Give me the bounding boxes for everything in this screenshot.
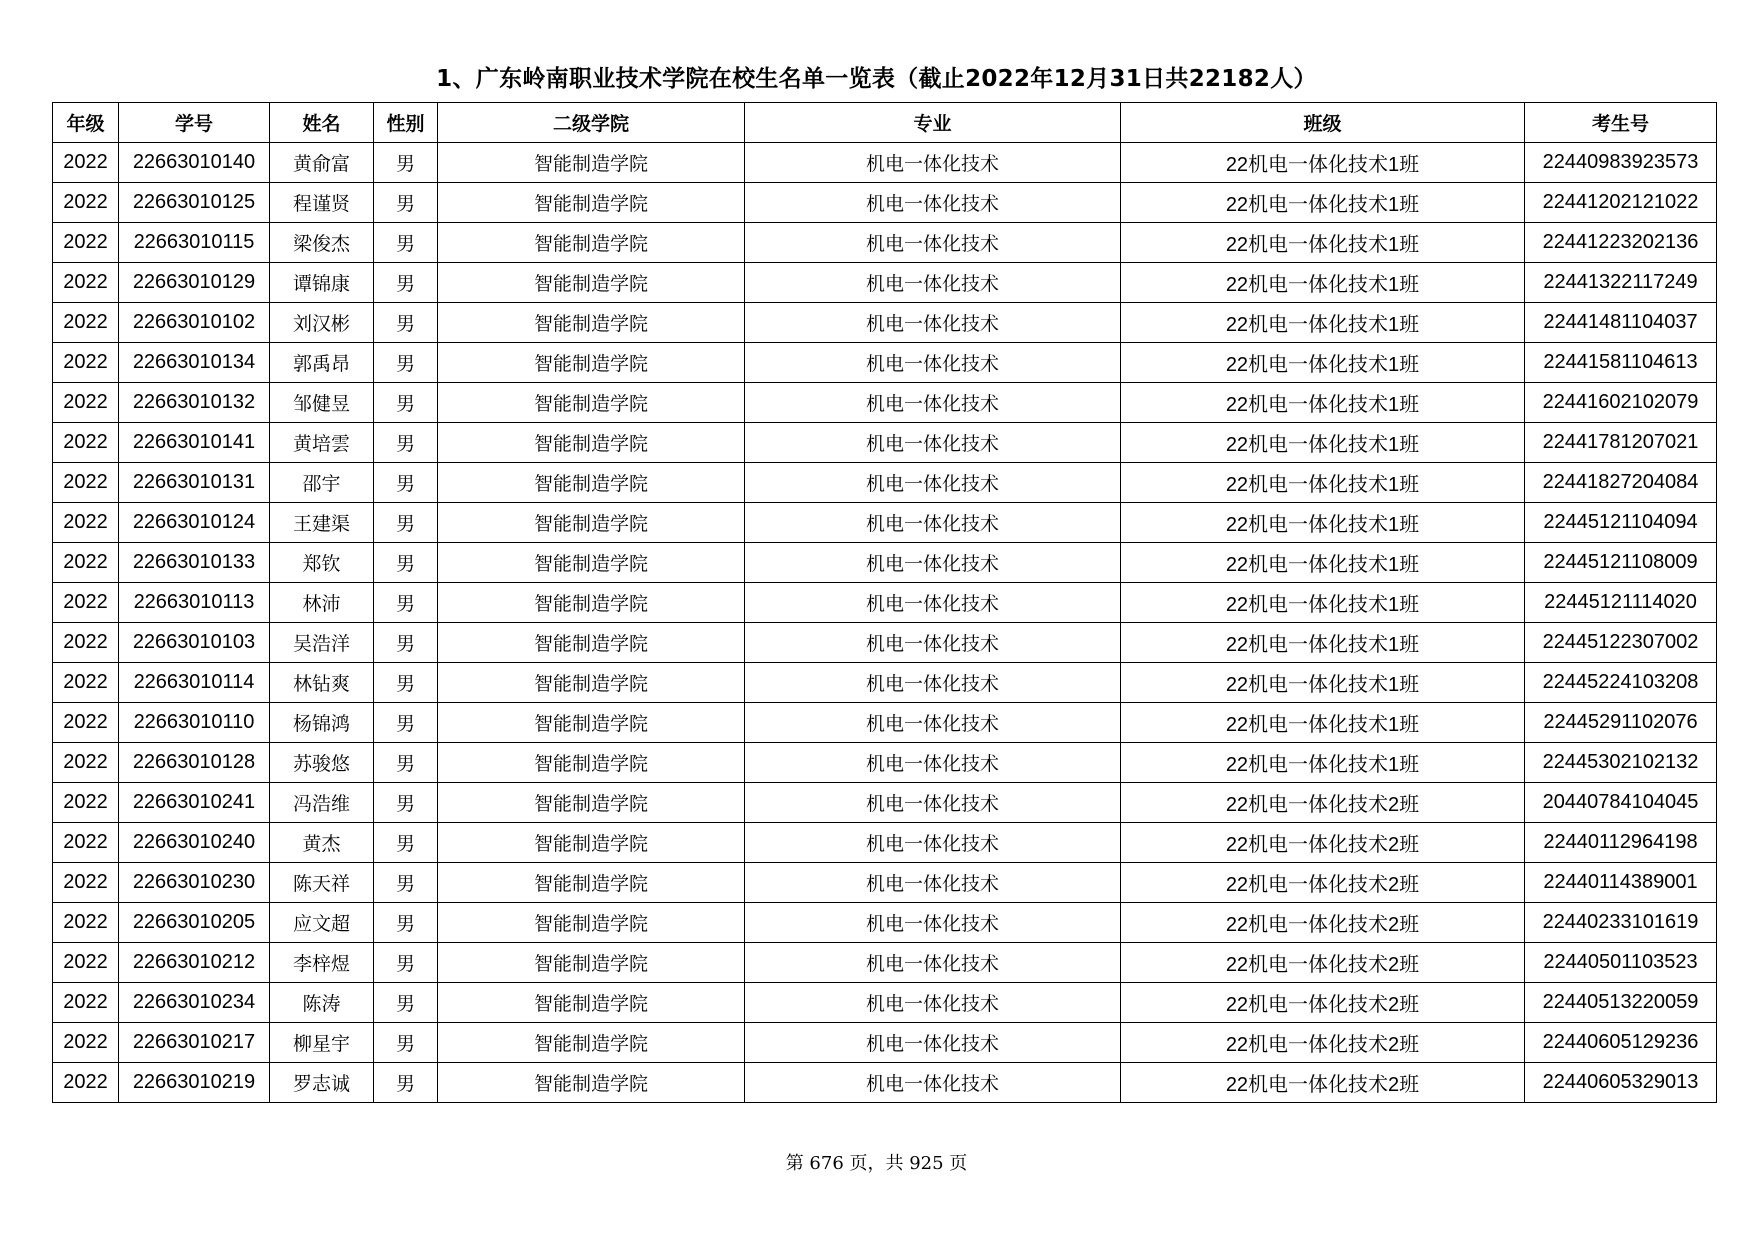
grade-cell: 2022	[53, 263, 119, 303]
grade-cell: 2022	[53, 423, 119, 463]
exam-number-cell: 22441202121022	[1525, 183, 1717, 223]
name-cell: 苏骏悠	[270, 743, 374, 783]
table-row	[53, 223, 1717, 263]
name-cell: 黄杰	[270, 823, 374, 863]
table-row	[53, 663, 1717, 703]
exam-number-cell: 22445302102132	[1525, 743, 1717, 783]
college-cell: 智能制造学院	[438, 383, 745, 423]
college-cell: 智能制造学院	[438, 863, 745, 903]
major-cell: 机电一体化技术	[745, 663, 1121, 703]
table-row	[53, 823, 1717, 863]
name-cell: 刘汉彬	[270, 303, 374, 343]
class-cell: 22机电一体化技术1班	[1121, 583, 1525, 623]
student-id-cell: 22663010217	[119, 1023, 270, 1063]
college-cell: 智能制造学院	[438, 743, 745, 783]
grade-cell: 2022	[53, 863, 119, 903]
exam-number-cell: 22440513220059	[1525, 983, 1717, 1023]
gender-cell: 男	[374, 863, 438, 903]
major-cell: 机电一体化技术	[745, 303, 1121, 343]
class-cell: 22机电一体化技术1班	[1121, 503, 1525, 543]
gender-cell: 男	[374, 543, 438, 583]
table-row	[53, 263, 1717, 303]
major-cell: 机电一体化技术	[745, 983, 1121, 1023]
table-body	[53, 143, 1717, 1103]
table-row	[53, 783, 1717, 823]
gender-cell: 男	[374, 343, 438, 383]
table-row	[53, 303, 1717, 343]
name-cell: 谭锦康	[270, 263, 374, 303]
table-row	[53, 863, 1717, 903]
college-cell: 智能制造学院	[438, 183, 745, 223]
exam-number-cell: 22440501103523	[1525, 943, 1717, 983]
name-cell: 柳星宇	[270, 1023, 374, 1063]
gender-cell: 男	[374, 263, 438, 303]
major-cell: 机电一体化技术	[745, 543, 1121, 583]
name-cell: 冯浩维	[270, 783, 374, 823]
exam-number-cell: 22441481104037	[1525, 303, 1717, 343]
major-cell: 机电一体化技术	[745, 943, 1121, 983]
major-cell: 机电一体化技术	[745, 383, 1121, 423]
student-id-cell: 22663010102	[119, 303, 270, 343]
header-college: 二级学院	[438, 103, 745, 143]
table-row	[53, 343, 1717, 383]
student-id-cell: 22663010124	[119, 503, 270, 543]
college-cell: 智能制造学院	[438, 423, 745, 463]
gender-cell: 男	[374, 583, 438, 623]
class-cell: 22机电一体化技术2班	[1121, 1063, 1525, 1103]
college-cell: 智能制造学院	[438, 1023, 745, 1063]
table-row	[53, 543, 1717, 583]
college-cell: 智能制造学院	[438, 543, 745, 583]
gender-cell: 男	[374, 183, 438, 223]
class-cell: 22机电一体化技术2班	[1121, 783, 1525, 823]
name-cell: 邹健昱	[270, 383, 374, 423]
college-cell: 智能制造学院	[438, 983, 745, 1023]
class-cell: 22机电一体化技术2班	[1121, 863, 1525, 903]
table-row	[53, 943, 1717, 983]
table-row	[53, 183, 1717, 223]
class-cell: 22机电一体化技术1班	[1121, 743, 1525, 783]
exam-number-cell: 22440114389001	[1525, 863, 1717, 903]
major-cell: 机电一体化技术	[745, 703, 1121, 743]
grade-cell: 2022	[53, 463, 119, 503]
gender-cell: 男	[374, 903, 438, 943]
class-cell: 22机电一体化技术1班	[1121, 303, 1525, 343]
student-id-cell: 22663010240	[119, 823, 270, 863]
college-cell: 智能制造学院	[438, 623, 745, 663]
student-id-cell: 22663010230	[119, 863, 270, 903]
class-cell: 22机电一体化技术1班	[1121, 623, 1525, 663]
student-id-cell: 22663010141	[119, 423, 270, 463]
major-cell: 机电一体化技术	[745, 423, 1121, 463]
header-grade: 年级	[53, 103, 119, 143]
gender-cell: 男	[374, 623, 438, 663]
name-cell: 黄俞富	[270, 143, 374, 183]
college-cell: 智能制造学院	[438, 223, 745, 263]
student-id-cell: 22663010128	[119, 743, 270, 783]
table-row	[53, 703, 1717, 743]
student-id-cell: 22663010132	[119, 383, 270, 423]
student-id-cell: 22663010205	[119, 903, 270, 943]
header-student-id: 学号	[119, 103, 270, 143]
major-cell: 机电一体化技术	[745, 863, 1121, 903]
gender-cell: 男	[374, 503, 438, 543]
major-cell: 机电一体化技术	[745, 1023, 1121, 1063]
student-id-cell: 22663010234	[119, 983, 270, 1023]
page-footer: 第 676 页，共 925 页	[785, 1153, 968, 1174]
gender-cell: 男	[374, 143, 438, 183]
table-header-row	[53, 103, 1717, 143]
student-id-cell: 22663010241	[119, 783, 270, 823]
college-cell: 智能制造学院	[438, 903, 745, 943]
table-row	[53, 383, 1717, 423]
grade-cell: 2022	[53, 663, 119, 703]
exam-number-cell: 22440605129236	[1525, 1023, 1717, 1063]
gender-cell: 男	[374, 303, 438, 343]
table-row	[53, 743, 1717, 783]
header-gender: 性别	[374, 103, 438, 143]
exam-number-cell: 22445121108009	[1525, 543, 1717, 583]
student-table	[52, 102, 1717, 1103]
exam-number-cell: 20440784104045	[1525, 783, 1717, 823]
student-id-cell: 22663010114	[119, 663, 270, 703]
college-cell: 智能制造学院	[438, 823, 745, 863]
exam-number-cell: 22441781207021	[1525, 423, 1717, 463]
name-cell: 邵宇	[270, 463, 374, 503]
grade-cell: 2022	[53, 1023, 119, 1063]
exam-number-cell: 22445291102076	[1525, 703, 1717, 743]
table-row	[53, 1063, 1717, 1103]
gender-cell: 男	[374, 423, 438, 463]
gender-cell: 男	[374, 743, 438, 783]
name-cell: 郑钦	[270, 543, 374, 583]
major-cell: 机电一体化技术	[745, 223, 1121, 263]
class-cell: 22机电一体化技术2班	[1121, 903, 1525, 943]
college-cell: 智能制造学院	[438, 303, 745, 343]
student-id-cell: 22663010219	[119, 1063, 270, 1103]
grade-cell: 2022	[53, 583, 119, 623]
grade-cell: 2022	[53, 823, 119, 863]
college-cell: 智能制造学院	[438, 343, 745, 383]
college-cell: 智能制造学院	[438, 1063, 745, 1103]
college-cell: 智能制造学院	[438, 503, 745, 543]
name-cell: 应文超	[270, 903, 374, 943]
exam-number-cell: 22441602102079	[1525, 383, 1717, 423]
name-cell: 李梓煜	[270, 943, 374, 983]
exam-number-cell: 22445121114020	[1525, 583, 1717, 623]
major-cell: 机电一体化技术	[745, 183, 1121, 223]
exam-number-cell: 22445121104094	[1525, 503, 1717, 543]
grade-cell: 2022	[53, 143, 119, 183]
name-cell: 陈天祥	[270, 863, 374, 903]
table-row	[53, 503, 1717, 543]
major-cell: 机电一体化技术	[745, 903, 1121, 943]
major-cell: 机电一体化技术	[745, 263, 1121, 303]
grade-cell: 2022	[53, 783, 119, 823]
grade-cell: 2022	[53, 303, 119, 343]
major-cell: 机电一体化技术	[745, 823, 1121, 863]
table-row	[53, 903, 1717, 943]
name-cell: 罗志诚	[270, 1063, 374, 1103]
page-title: 1、广东岭南职业技术学院在校生名单一览表（截止2022年12月31日共22182人）	[436, 66, 1317, 92]
exam-number-cell: 22440112964198	[1525, 823, 1717, 863]
college-cell: 智能制造学院	[438, 263, 745, 303]
college-cell: 智能制造学院	[438, 703, 745, 743]
grade-cell: 2022	[53, 983, 119, 1023]
grade-cell: 2022	[53, 943, 119, 983]
gender-cell: 男	[374, 463, 438, 503]
class-cell: 22机电一体化技术1班	[1121, 183, 1525, 223]
major-cell: 机电一体化技术	[745, 623, 1121, 663]
major-cell: 机电一体化技术	[745, 583, 1121, 623]
class-cell: 22机电一体化技术2班	[1121, 823, 1525, 863]
grade-cell: 2022	[53, 743, 119, 783]
header-class: 班级	[1121, 103, 1525, 143]
table-row	[53, 423, 1717, 463]
major-cell: 机电一体化技术	[745, 463, 1121, 503]
student-id-cell: 22663010129	[119, 263, 270, 303]
gender-cell: 男	[374, 823, 438, 863]
name-cell: 梁俊杰	[270, 223, 374, 263]
name-cell: 王建渠	[270, 503, 374, 543]
college-cell: 智能制造学院	[438, 583, 745, 623]
major-cell: 机电一体化技术	[745, 343, 1121, 383]
table-row	[53, 143, 1717, 183]
name-cell: 林钻爽	[270, 663, 374, 703]
name-cell: 杨锦鸿	[270, 703, 374, 743]
table-row	[53, 623, 1717, 663]
gender-cell: 男	[374, 223, 438, 263]
class-cell: 22机电一体化技术1班	[1121, 263, 1525, 303]
class-cell: 22机电一体化技术1班	[1121, 143, 1525, 183]
grade-cell: 2022	[53, 543, 119, 583]
major-cell: 机电一体化技术	[745, 143, 1121, 183]
header-exam-number: 考生号	[1525, 103, 1717, 143]
student-id-cell: 22663010110	[119, 703, 270, 743]
table-row	[53, 1023, 1717, 1063]
table-row	[53, 983, 1717, 1023]
gender-cell: 男	[374, 983, 438, 1023]
grade-cell: 2022	[53, 183, 119, 223]
college-cell: 智能制造学院	[438, 463, 745, 503]
college-cell: 智能制造学院	[438, 663, 745, 703]
class-cell: 22机电一体化技术2班	[1121, 1023, 1525, 1063]
grade-cell: 2022	[53, 343, 119, 383]
class-cell: 22机电一体化技术1班	[1121, 383, 1525, 423]
header-major: 专业	[745, 103, 1121, 143]
gender-cell: 男	[374, 1023, 438, 1063]
class-cell: 22机电一体化技术1班	[1121, 463, 1525, 503]
name-cell: 吴浩洋	[270, 623, 374, 663]
major-cell: 机电一体化技术	[745, 1063, 1121, 1103]
grade-cell: 2022	[53, 223, 119, 263]
gender-cell: 男	[374, 383, 438, 423]
major-cell: 机电一体化技术	[745, 743, 1121, 783]
student-id-cell: 22663010134	[119, 343, 270, 383]
student-id-cell: 22663010133	[119, 543, 270, 583]
name-cell: 陈涛	[270, 983, 374, 1023]
table-row	[53, 583, 1717, 623]
grade-cell: 2022	[53, 903, 119, 943]
exam-number-cell: 22440983923573	[1525, 143, 1717, 183]
student-id-cell: 22663010131	[119, 463, 270, 503]
student-id-cell: 22663010115	[119, 223, 270, 263]
name-cell: 程谨贤	[270, 183, 374, 223]
name-cell: 林沛	[270, 583, 374, 623]
gender-cell: 男	[374, 783, 438, 823]
college-cell: 智能制造学院	[438, 143, 745, 183]
college-cell: 智能制造学院	[438, 783, 745, 823]
exam-number-cell: 22445224103208	[1525, 663, 1717, 703]
gender-cell: 男	[374, 663, 438, 703]
class-cell: 22机电一体化技术2班	[1121, 943, 1525, 983]
exam-number-cell: 22445122307002	[1525, 623, 1717, 663]
grade-cell: 2022	[53, 503, 119, 543]
class-cell: 22机电一体化技术1班	[1121, 663, 1525, 703]
exam-number-cell: 22440605329013	[1525, 1063, 1717, 1103]
class-cell: 22机电一体化技术1班	[1121, 703, 1525, 743]
grade-cell: 2022	[53, 383, 119, 423]
gender-cell: 男	[374, 943, 438, 983]
major-cell: 机电一体化技术	[745, 503, 1121, 543]
name-cell: 黄培雲	[270, 423, 374, 463]
student-id-cell: 22663010103	[119, 623, 270, 663]
class-cell: 22机电一体化技术1班	[1121, 423, 1525, 463]
class-cell: 22机电一体化技术1班	[1121, 343, 1525, 383]
grade-cell: 2022	[53, 703, 119, 743]
header-name: 姓名	[270, 103, 374, 143]
grade-cell: 2022	[53, 623, 119, 663]
college-cell: 智能制造学院	[438, 943, 745, 983]
class-cell: 22机电一体化技术1班	[1121, 543, 1525, 583]
name-cell: 郭禹昂	[270, 343, 374, 383]
table-row	[53, 463, 1717, 503]
student-id-cell: 22663010113	[119, 583, 270, 623]
exam-number-cell: 22441827204084	[1525, 463, 1717, 503]
student-id-cell: 22663010212	[119, 943, 270, 983]
exam-number-cell: 22440233101619	[1525, 903, 1717, 943]
gender-cell: 男	[374, 1063, 438, 1103]
exam-number-cell: 22441223202136	[1525, 223, 1717, 263]
class-cell: 22机电一体化技术2班	[1121, 983, 1525, 1023]
class-cell: 22机电一体化技术1班	[1121, 223, 1525, 263]
gender-cell: 男	[374, 703, 438, 743]
grade-cell: 2022	[53, 1063, 119, 1103]
exam-number-cell: 22441322117249	[1525, 263, 1717, 303]
major-cell: 机电一体化技术	[745, 783, 1121, 823]
exam-number-cell: 22441581104613	[1525, 343, 1717, 383]
student-id-cell: 22663010125	[119, 183, 270, 223]
student-id-cell: 22663010140	[119, 143, 270, 183]
